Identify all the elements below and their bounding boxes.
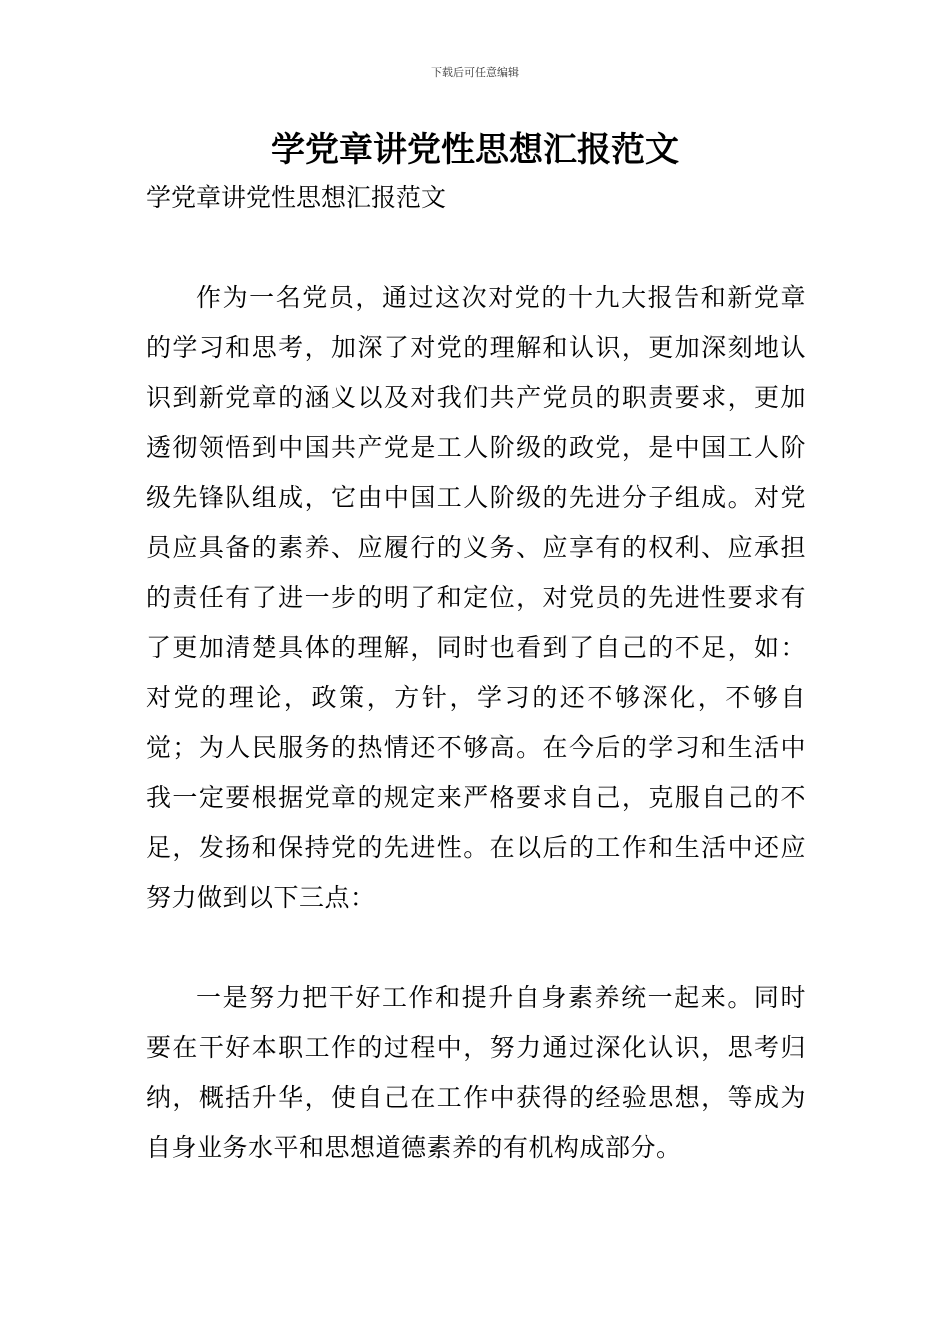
header-note: 下载后可任意编辑 <box>431 66 519 79</box>
document-title: 学党章讲党性思想汇报范文 <box>271 130 679 170</box>
body-paragraph-1: 作为一名党员，通过这次对党的十九大报告和新党章的学习和思考，加深了对党的理解和认识，更加深刻地认识到新党章的涵义以及对我们共产党员的职责要求，更加透彻领悟到中国共产党是工人阶级的政党，是中国工人阶级先锋队组成，它由中国工人阶级的先进分子组成。对党员应具备的素养、应履行的义务、应享有的权利、应承担的责任有了进一步的明了和定位，对党员的先进性要求有了更加清楚具体的理解，同时也看到了自己的不足，如：对党的理论，政策，方针，学习的还不够深化，不够自觉；为人民服务的热情还不够高。在今后的学习和生活中我一定要根据党章的规定来严格要求自己，克服自己的不足，发扬和保持党的先进性。在以后的工作和生活中还应努力做到以下三点： <box>146 283 806 912</box>
document-subtitle: 学党章讲党性思想汇报范文 <box>146 183 447 212</box>
body-paragraph-2: 一是努力把干好工作和提升自身素养统一起来。同时要在干好本职工作的过程中，努力通过深化认识，思考归纳，概括升华，使自己在工作中获得的经验思想，等成为自身业务水平和思想道德素养的有机构成部分。 <box>146 983 806 1162</box>
